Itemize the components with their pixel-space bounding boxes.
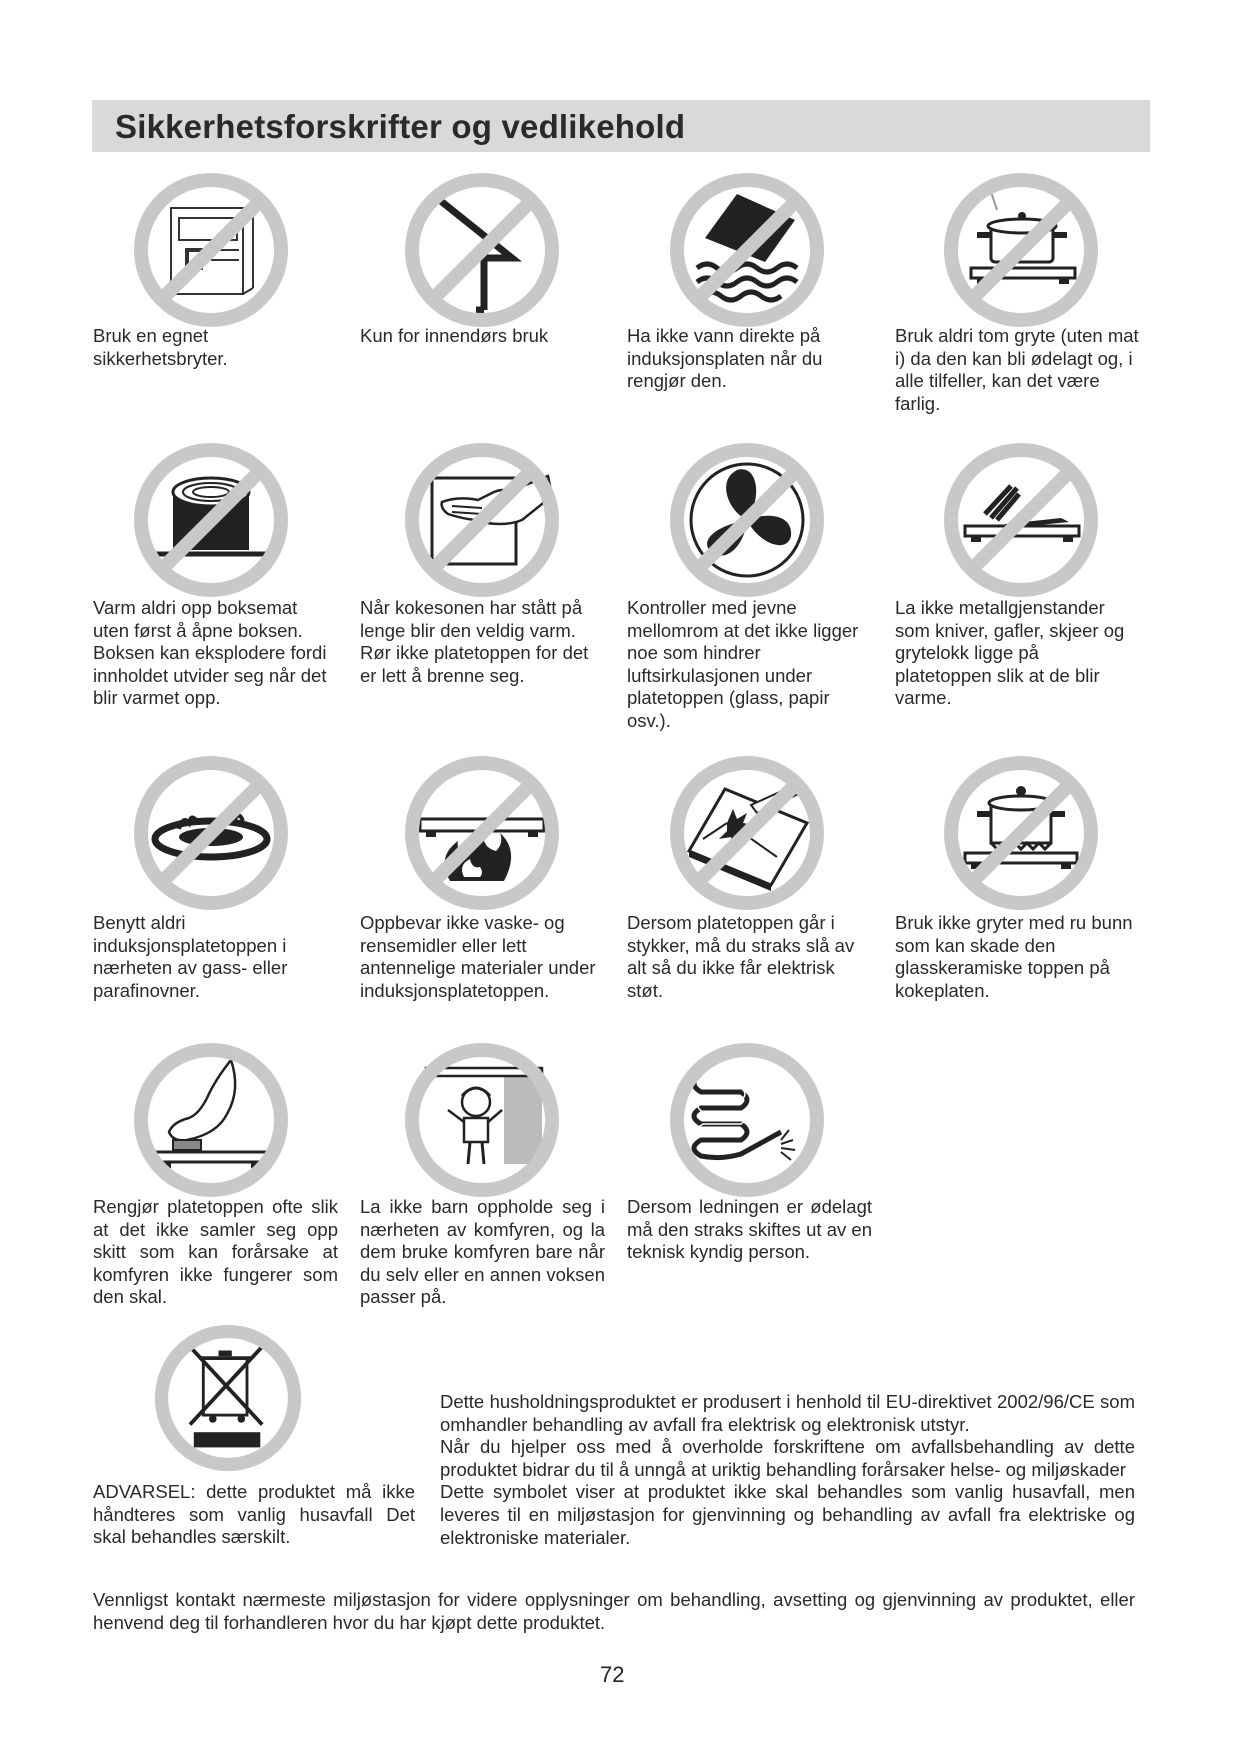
caption-gas-burner: Benytt aldri induksjonsplatetoppen i nærheten av gass- eller parafinovner.	[93, 912, 288, 1001]
hot-surface-hand-icon	[402, 440, 562, 600]
header-bar	[92, 100, 1150, 152]
cleaning-hand-icon	[131, 1040, 291, 1200]
rough-pot-icon	[941, 753, 1101, 913]
weee-paragraph-1: Dette husholdningsproduktet er produsert i henhold til EU-direktivet 2002/96/CE som omhandler behandling av avfall fra elektrisk og elektronisk utstyr.	[440, 1391, 1135, 1435]
caption-rough-pot: Bruk ikke gryter med ru bunn som kan skade den glasskeramiske toppen på kokeplaten.	[895, 912, 1133, 1001]
fan-icon	[667, 440, 827, 600]
caption-tin-can: Varm aldri opp boksemat uten først å åpne boksen. Boksen kan eksplodere fordi innholdet utvider seg når det blir varmet opp.	[93, 597, 327, 709]
caption-cracked-surface: Dersom platetoppen går i stykker, må du straks slå av alt så du ikke får elektrisk støt.	[627, 912, 855, 1001]
fire-under-hob-icon	[402, 753, 562, 913]
empty-pot-icon	[941, 170, 1101, 330]
caption-damaged-cable: Dersom ledningen er ødelagt må den straks skiftes ut av en teknisk kyndig person.	[627, 1196, 872, 1263]
caption-no-water: Ha ikke vann direkte på induksjonsplaten når du rengjør den.	[627, 325, 823, 392]
weee-paragraph-3: Dette symbolet viser at produktet ikke skal behandles som vanlig husavfall, men leveres til en miljøstasjon for gjenvinning og behandling av avfall fra elektriske og elektroniske materialer.	[440, 1481, 1135, 1548]
page-title: Sikkerhetsforskrifter og vedlikehold	[115, 108, 686, 145]
caption-indoor: Kun for innendørs bruk	[360, 325, 549, 346]
gas-burner-icon	[131, 753, 291, 913]
metal-cutlery-icon	[941, 440, 1101, 600]
caption-child: La ikke barn oppholde seg i nærheten av komfyren, og la dem bruke komfyren bare når du selv eller en annen voksen passer på.	[360, 1196, 605, 1308]
weee-warning: ADVARSEL: dette produktet må ikke håndteres som vanlig husavfall Det skal behandles særskilt.	[93, 1481, 415, 1548]
caption-fire-under-hob: Oppbevar ikke vaske- og rensemidler eller lett antennelige materialer under induksjonsplatetoppen.	[360, 912, 596, 1001]
footer-note: Vennligst kontakt nærmeste miljøstasjon for videre opplysninger om behandling, avsetting og gjenvinning av produktet, eller henvend deg til forhandleren hvor du har kjøpt dette produktet.	[93, 1589, 1135, 1633]
weee-paragraph-2: Når du hjelper oss med å overholde forskriftene om avfallsbehandling av dette produktet bidrar du til å unngå at uriktig behandling forårsaker helse- og miljøskader	[440, 1436, 1135, 1480]
weee-info	[440, 1391, 1135, 1549]
no-water-icon	[667, 170, 827, 330]
caption-fan: Kontroller med jevne mellomrom at det ikke ligger noe som hindrer luftsirkulasjonen under platetoppen (glass, papir osv.).	[627, 597, 859, 731]
caption-hot-surface: Når kokesonen har stått på lenge blir den veldig varm. Rør ikke platetoppen for det er lett å brenne seg.	[360, 597, 589, 686]
circuit-breaker-icon	[131, 170, 291, 330]
page-number: 72	[600, 1662, 625, 1687]
caption-circuit-breaker: Bruk en egnet sikkerhetsbryter.	[93, 325, 228, 369]
caption-metal-cutlery: La ikke metallgjenstander som kniver, gafler, skjeer og grytelokk ligge på platetoppen slik at de blir varme.	[895, 597, 1125, 709]
tin-can-icon	[131, 440, 291, 600]
cracked-surface-icon	[667, 753, 827, 913]
crossed-bin-icon	[152, 1322, 304, 1474]
child-icon	[402, 1040, 562, 1200]
caption-empty-pot: Bruk aldri tom gryte (uten mat i) da den kan bli ødelagt og, i alle tilfeller, kan det være farlig.	[895, 325, 1139, 414]
indoor-house-icon	[402, 170, 562, 330]
caption-cleaning: Rengjør platetoppen ofte slik at det ikke samler seg opp skitt som kan forårsake at komfyren ikke fungerer som den skal.	[93, 1196, 338, 1308]
damaged-cable-icon	[667, 1040, 827, 1200]
